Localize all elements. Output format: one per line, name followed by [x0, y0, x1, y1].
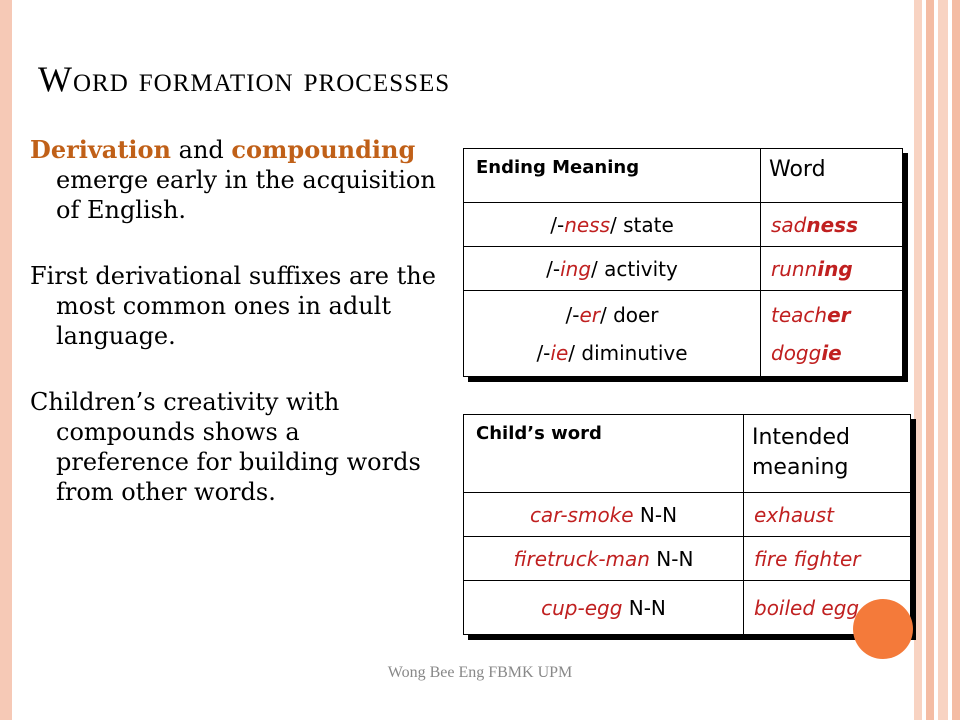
- table-row: cup-egg N-N boiled egg: [464, 581, 911, 635]
- table-row: /-ness/ state sadness: [464, 203, 903, 247]
- text-fragment: emerge early in the acquisition of English.: [56, 166, 436, 224]
- paragraph-creativity: Children’s creativity with compounds shows a preference for building words from other words.: [30, 388, 421, 506]
- text-fragment: and: [171, 136, 232, 164]
- header-childs-word: Child’s word: [464, 415, 744, 493]
- highlight-compounding: compounding: [231, 135, 416, 164]
- footer-text: Wong Bee Eng FBMK UPM: [387, 664, 573, 681]
- left-border-decoration: [0, 0, 12, 720]
- header-intended-meaning: Intended meaning: [744, 415, 911, 493]
- compound-table: [463, 414, 911, 635]
- orange-circle-decoration: [853, 599, 913, 659]
- paragraph-suffixes: First derivational suffixes are the most common ones in adult language.: [30, 262, 436, 350]
- table-row: firetruck-man N-N fire fighter: [464, 537, 911, 581]
- slide-title: Word formation processes: [38, 59, 451, 99]
- body-text: [30, 135, 440, 543]
- highlight-derivation: Derivation: [30, 135, 171, 164]
- suffix-table: [463, 148, 903, 377]
- header-ending-meaning: Ending Meaning: [464, 149, 761, 203]
- table-row: /-er/ doer /-ie/ diminutive teacher doggie: [464, 291, 903, 377]
- table-row: car-smoke N-N exhaust: [464, 493, 911, 537]
- right-stripes-decoration: [914, 0, 960, 720]
- table-row: /-ing/ activity running: [464, 247, 903, 291]
- header-word: Word: [761, 149, 903, 203]
- paragraph-derivation: [30, 135, 440, 225]
